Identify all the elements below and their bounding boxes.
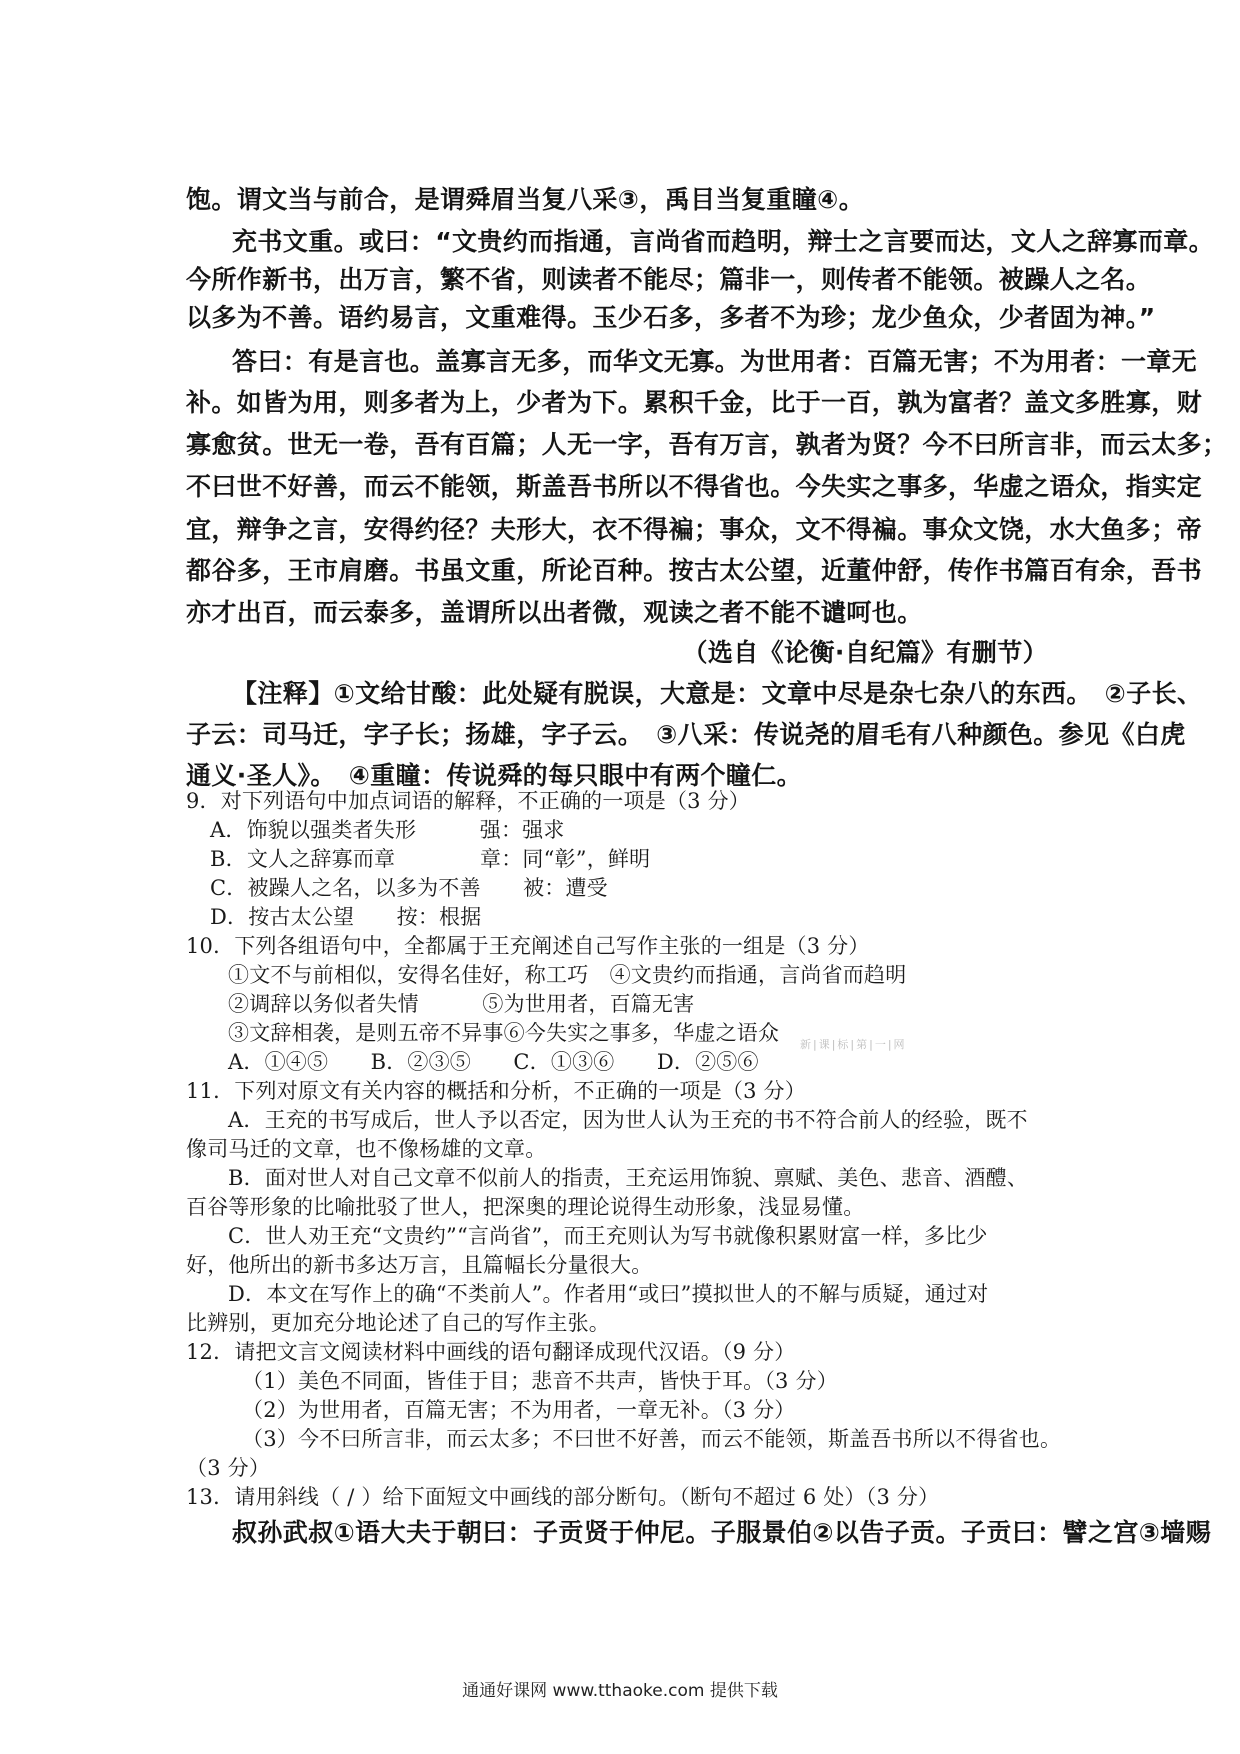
option-line: D．本文在写作上的确“不类前人”。作者用“或曰”摸拟世人的不解与质疑，通过对	[228, 1282, 989, 1306]
option-line: B．面对世人对自己文章不似前人的指责，王充运用饰貌、禀赋、美色、悲音、酒醴、	[228, 1166, 1029, 1190]
question-10: 10．下列各组语句中，全都属于王充阐述自己写作主张的一组是（3 分）	[186, 934, 870, 958]
option-line: A．①④⑤ B．②③⑤ C．①③⑥ D．②⑤⑥	[228, 1050, 759, 1074]
passage-line: 饱。谓文当与前合，是谓舜眉当复八采③，禹目当复重瞳④。	[186, 185, 865, 214]
passage-line: 补。如皆为用，则多者为上，少者为下。累积千金，比于一百，孰为富者？盖文多胜寡，财	[186, 388, 1203, 417]
option-line: 比辨别，更加充分地论述了自己的写作主张。	[186, 1311, 610, 1335]
passage-line: 不曰世不好善，而云不能领，斯盖吾书所以不得省也。今失实之事多，华虚之语众，指实定	[186, 472, 1203, 501]
passage-line: 答曰：有是言也。盖寡言无多，而华文无寡。为世用者：百篇无害；不为用者：一章无	[232, 347, 1198, 376]
option-line: 好，他所出的新书多达万言，且篇幅长分量很大。	[186, 1253, 653, 1277]
question-13: 13．请用斜线（ / ）给下面短文中画线的部分断句。（断句不超过 6 处）（3 分）	[186, 1485, 940, 1509]
passage-line: 叔孙武叔①语大夫于朝曰：子贡贤于仲尼。子服景伯②以告子贡。子贡曰：譬之宫③墙赐	[232, 1518, 1212, 1547]
source-citation: （选自《论衡·自纪篇》有删节）	[682, 638, 1048, 667]
watermark: 新|课|标|第|一|网	[800, 1038, 907, 1051]
option-line: 百谷等形象的比喻批驳了世人，把深奥的理论说得生动形象，浅显易懂。	[186, 1195, 865, 1219]
sub-item: （1）美色不同面，皆佳于目；悲音不共声，皆快于耳。（3 分）	[242, 1369, 838, 1393]
option-line: D．按古太公望 按：根据	[210, 905, 482, 929]
note-line: 子云：司马迁，字子长；扬雄，字子云。 ③八采：传说尧的眉毛有八种颜色。参见《白虎	[186, 720, 1186, 749]
sub-item: （3 分）	[186, 1456, 271, 1480]
option-line: C．世人劝王充“文贵约”“言尚省”，而王充则认为写书就像积累财富一样，多比少	[228, 1224, 988, 1248]
option-line: 像司马迁的文章，也不像杨雄的文章。	[186, 1137, 547, 1161]
option-line: A．王充的书写成后，世人予以否定，因为世人认为王充的书不符合前人的经验，既不	[228, 1108, 1028, 1132]
option-line: A．饰貌以强类者失形 强：强求	[210, 818, 565, 842]
footer: 通通好课网 www.tthaoke.com 提供下载	[462, 1681, 778, 1701]
option-line: C．被躁人之名，以多为不善 被：遭受	[210, 876, 608, 900]
passage-line: 充书文重。或曰：“文贵约而指通，言尚省而趋明，辩士之言要而达，文人之辞寡而章。	[232, 227, 1215, 256]
question-9: 9．对下列语句中加点词语的解释，不正确的一项是（3 分）	[186, 789, 750, 813]
note-line: 通义·圣人》。 ④重瞳：传说舜的每只眼中有两个瞳仁。	[186, 761, 803, 790]
passage-line: 都谷多，王市肩磨。书虽文重，所论百种。按古太公望，近董仲舒，传作书篇百有余，吾书	[186, 556, 1203, 585]
option-line: B．文人之辞寡而章 章：同“彰”，鲜明	[210, 847, 651, 871]
passage-line: 亦才出百，而云泰多，盖谓所以出者微，观读之者不能不谴呵也。	[186, 598, 923, 627]
passage-line: 今所作新书，出万言，繁不省，则读者不能尽；篇非一，则传者不能领。被躁人之名。	[186, 265, 1152, 294]
passage-line: 寡愈贫。世无一卷，吾有百篇；人无一字，吾有万言，孰者为贤？今不曰所言非，而云太多；	[186, 430, 1228, 459]
item-line: ①文不与前相似，安得名佳好，称工巧 ④文贵约而指通，言尚省而趋明	[228, 963, 907, 987]
item-line: ③文辞相袭，是则五帝不异事⑥今失实之事多，华虚之语众	[228, 1021, 780, 1045]
passage-line: 宜，辩争之言，安得约径？夫形大，衣不得褊；事众，文不得褊。事众文饶，水大鱼多；帝	[186, 515, 1203, 544]
item-line: ②调辞以务似者失情 ⑤为世用者，百篇无害	[228, 992, 695, 1016]
sub-item: （3）今不曰所言非，而云太多；不曰世不好善，而云不能领，斯盖吾书所以不得省也。	[242, 1427, 1062, 1451]
passage-line: 以多为不善。语约易言，文重难得。玉少石多，多者不为珍；龙少鱼众，少者固为神。”	[186, 303, 1156, 332]
sub-item: （2）为世用者，百篇无害；不为用者，一章无补。（3 分）	[242, 1398, 796, 1422]
question-12: 12．请把文言文阅读材料中画线的语句翻译成现代汉语。（9 分）	[186, 1340, 796, 1364]
question-11: 11．下列对原文有关内容的概括和分析，不正确的一项是（3 分）	[186, 1079, 806, 1103]
note-line: 【注释】①文给甘酸：此处疑有脱误，大意是：文章中尽是杂七杂八的东西。 ②子长、	[232, 679, 1203, 708]
